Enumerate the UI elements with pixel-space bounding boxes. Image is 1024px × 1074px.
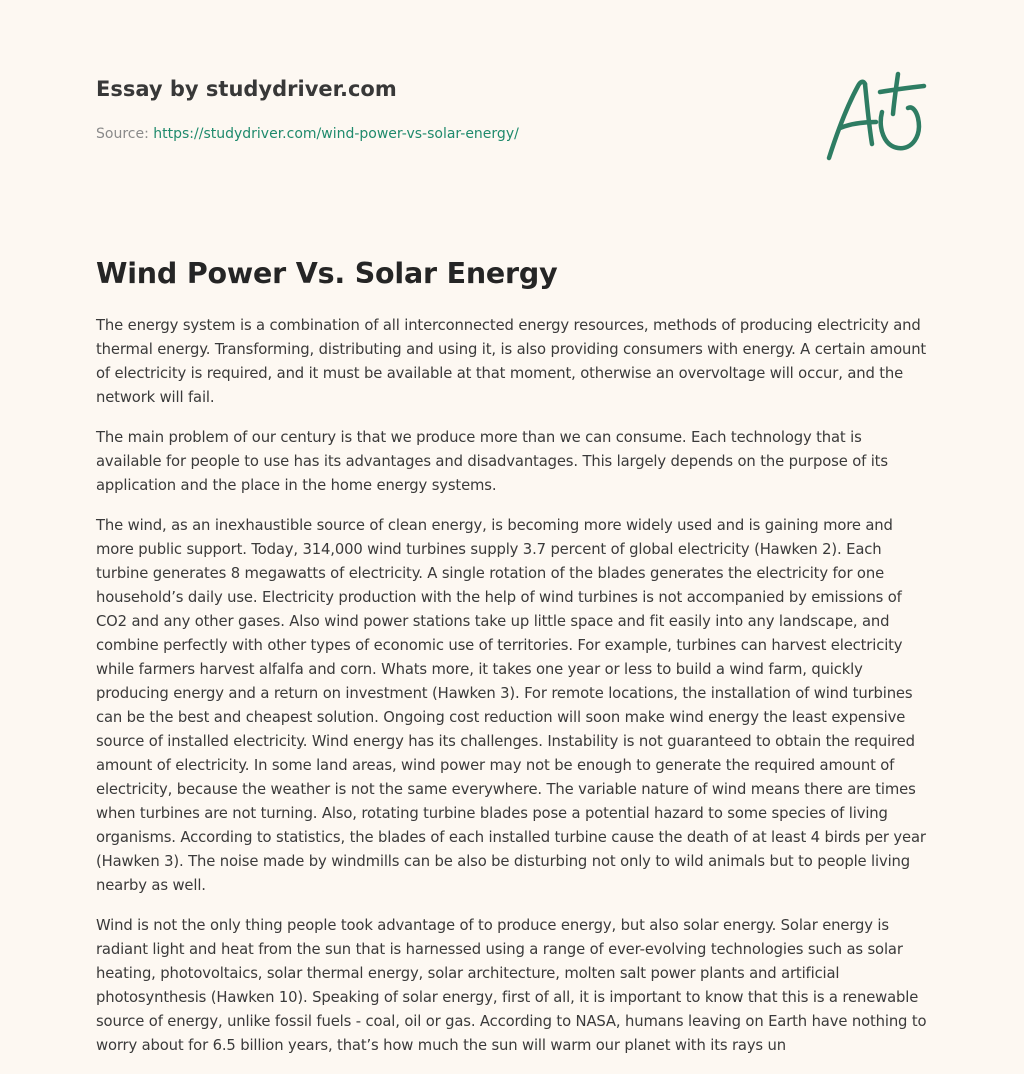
a-plus-logo-svg — [820, 66, 930, 166]
essay-body — [96, 314, 930, 1074]
paragraph: The wind, as an inexhaustible source of clean energy, is becoming more widely used and is gaining more and more public support. Today, 314,000 wind turbines supply 3.7 percent of global electricity (Hawken 2). Each turbine generates 8 megawatts of electricity. A single rotation of the blades generates the electricity for one household’s daily use. Electricity production with the help of wind turbines is not accompanied by emissions of CO2 and any other gases. Also wind power stations take up little space and fit easily into any landscape, and combine perfectly with other types of economic use of territories. For example, turbines can harvest electricity while farmers harvest alfalfa and corn. Whats more, it takes one year or less to build a wind farm, quickly producing energy and a return on investment (Hawken 3). For remote locations, the installation of wind turbines can be the best and cheapest solution. Ongoing cost reduction will soon make wind energy the least expensive source of installed electricity. Wind energy has its challenges. Instability is not guaranteed to obtain the required amount of electricity. In some land areas, wind power may not be enough to generate the required amount of electricity, because the weather is not the same everywhere. The variable nature of wind means there are times when turbines are not turning. Also, rotating turbine blades pose a potential hazard to some species of living organisms. According to statistics, the blades of each installed turbine cause the death of at least 4 birds per year (Hawken 3). The noise made by windmills can be also be disturbing not only to wild animals but to people living nearby as well. — [96, 517, 926, 894]
essay-by-label: Essay by studydriver.com — [96, 77, 397, 101]
essay-header — [96, 74, 796, 144]
a-plus-logo-icon — [820, 66, 930, 166]
source-link[interactable]: https://studydriver.com/wind-power-vs-solar-energy/ — [153, 126, 519, 142]
bottom-fade — [0, 1060, 1024, 1074]
paragraph: The energy system is a combination of all interconnected energy resources, methods of producing electricity and thermal energy. Transforming, distributing and using it, is also providing consumers with energy. A certain amount of electricity is required, and it must be available at that moment, otherwise an overvoltage will occur, and the network will fail. — [96, 317, 927, 406]
paragraph: The main problem of our century is that we produce more than we can consume. Each technology that is available for people to use has its advantages and disadvantages. This largely depends on the purpose of its application and the place in the home energy systems. — [96, 429, 888, 494]
source-label: Source: — [96, 126, 149, 142]
source-line — [96, 124, 796, 144]
essay-title: Wind Power Vs. Solar Energy — [96, 257, 558, 290]
paragraph: Wind is not the only thing people took advantage of to produce energy, but also solar energy. Solar energy is radiant light and heat from the sun that is harnessed using a range of ever-evolving technologies such as solar heating, photovoltaics, solar thermal energy, solar architecture, molten salt power plants and artificial photosynthesis (Hawken 10). Speaking of solar energy, first of all, it is important to know that this is a renewable source of energy, unlike fossil fuels - coal, oil or gas. According to NASA, humans leaving on Earth have nothing to worry about for 6.5 billion years, that’s how much the sun will warm our planet with its rays un — [96, 917, 927, 1054]
